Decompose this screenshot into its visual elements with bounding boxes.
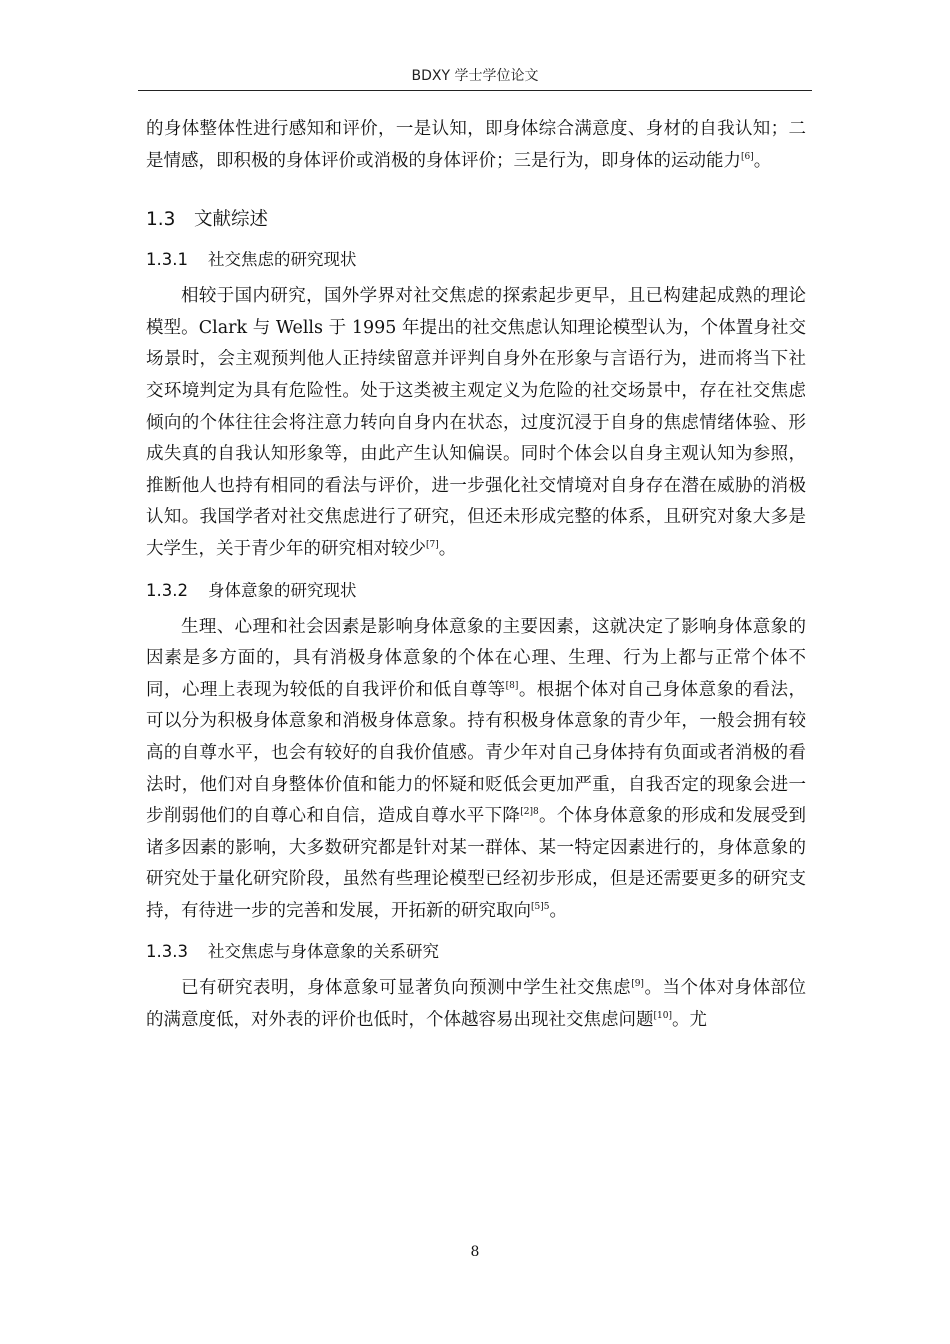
paragraph-131: 相较于国内研究，国外学界对社交焦虑的探索起步更早，且已构建起成熟的理论模型。Clark 与 Wells 于 1995 年提出的社交焦虑认知理论模型认为，个体置身社交场景时，会主观预判他人正持续留意并评判自身外在形象与言语行为，进而将当下社交环境判定为具有危险性。处于这类被主观定义为危险的社交场景中，存在社交焦虑倾向的个体往往会将注意力转向自身内在状态，过度沉浸于自身的焦虑情绪体验、形成失真的自我认知形象等，由此产生认知偏误。同时个体会以自身主观认知为参照，推断他人也持有相同的看法与评价，进一步强化社交情境对自身存在潜在威胁的消极认知。我国学者对社交焦虑进行了研究，但还未形成完整的体系，且研究对象大多是大学生，关于青少年的研究相对较少[7]。	[146, 286, 806, 559]
subsection-number: 1.3.3	[146, 942, 188, 962]
section-heading	[146, 205, 806, 235]
citation: [2]8	[520, 807, 539, 818]
page-body	[146, 114, 806, 1037]
citation: [7]	[426, 539, 439, 550]
section-title: 文献综述	[194, 209, 269, 231]
section-number: 1.3	[146, 209, 176, 231]
subsection-title: 社交焦虑的研究现状	[208, 250, 357, 270]
paragraph-133: 已有研究表明，身体意象可显著负向预测中学生社交焦虑[9]。当个体对身体部位的满意度低，对外表的评价也低时，个体越容易出现社交焦虑问题[10]。尤	[146, 978, 807, 1031]
subsection-title: 身体意象的研究现状	[208, 580, 357, 600]
citation: [8]	[505, 680, 519, 691]
subsection-title: 社交焦虑与身体意象的关系研究	[208, 942, 439, 962]
running-header: BDXY 学士学位论文	[411, 68, 539, 84]
subsection-heading-132	[146, 576, 806, 606]
citation: [5]5	[531, 901, 550, 912]
subsection-number: 1.3.1	[146, 250, 188, 270]
subsection-heading-131	[146, 245, 806, 275]
subsection-number: 1.3.2	[146, 580, 188, 600]
citation: [6]	[741, 151, 754, 162]
page-number: 8	[470, 1244, 480, 1260]
citation: [10]	[653, 1011, 672, 1022]
paragraph-132: 生理、心理和社会因素是影响身体意象的主要因素，这就决定了影响身体意象的因素是多方面的，具有消极身体意象的个体在心理、生理、行为上都与正常个体不同，心理上表现为较低的自我评价和低自尊等[8]。根据个体对自己身体意象的看法，可以分为积极身体意象和消极身体意象。持有积极身体意象的青少年，一般会拥有较高的自尊水平，也会有较好的自我价值感。青少年对自己身体持有负面或者消极的看法时，他们对自身整体价值和能力的怀疑和贬低会更加严重，自我否定的现象会进一步削弱他们的自尊心和自信，造成自尊水平下降$^{[2]8}$。个体身体意象的形成和发展受到诸多因素的影响，大多数研究都是针对某一群体、某一特定因素进行的，身体意象的研究处于量化研究阶段，虽然有些理论模型已经初步形成，但是还需要更多的研究支持，有待进一步的完善和发展，开拓新的研究取向$^{[5]5}$。	[146, 616, 807, 921]
subsection-heading-133	[146, 937, 806, 967]
intro-paragraph: 的身体整体性进行感知和评价，一是认知，即身体综合满意度、身材的自我认知；二是情感，即积极的身体评价或消极的身体评价；三是行为，即身体的运动能力[6]。	[146, 119, 806, 171]
header-divider	[138, 90, 812, 91]
citation: [9]	[631, 979, 644, 990]
